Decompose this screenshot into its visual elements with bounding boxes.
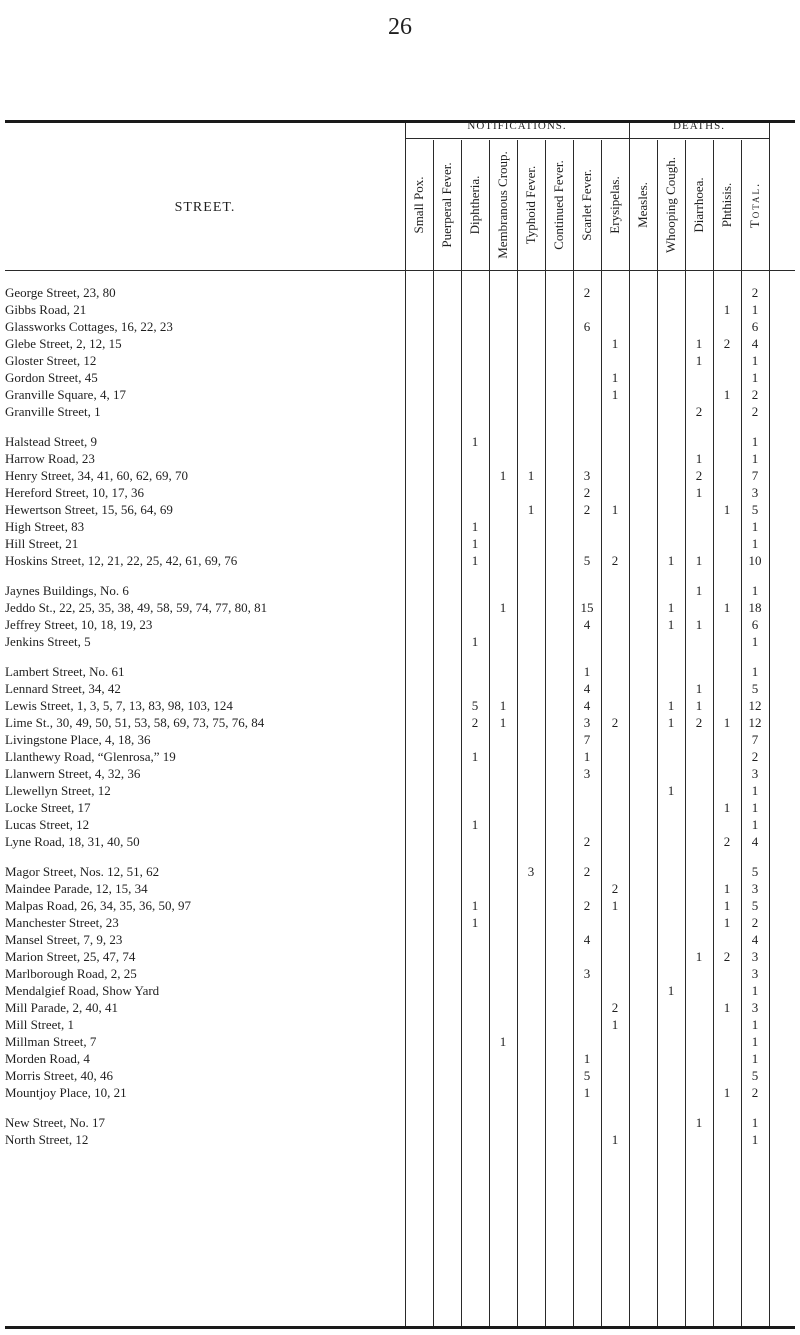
cell-scarlet-fever: 7 xyxy=(583,732,591,747)
column-header-measles xyxy=(629,140,657,270)
cell-scarlet-fever: 3 xyxy=(583,468,591,483)
cell-scarlet-fever: 4 xyxy=(583,681,591,696)
cell-total: 2 xyxy=(751,1085,759,1100)
cell-total: 7 xyxy=(751,468,759,483)
table-row xyxy=(5,715,795,732)
street-name: Mansel Street, 7, 9, 23 xyxy=(5,932,123,947)
cell-total: 1 xyxy=(751,634,759,649)
table-row xyxy=(5,451,795,468)
table-row xyxy=(5,634,795,651)
column-header-total xyxy=(741,140,769,270)
column-header-continued-fever xyxy=(545,140,573,270)
header-rule xyxy=(5,270,795,271)
cell-diphtheria: 1 xyxy=(471,634,479,649)
table-row xyxy=(5,698,795,715)
cell-scarlet-fever: 6 xyxy=(583,319,591,334)
street-name: High Street, 83 xyxy=(5,519,85,534)
cell-total: 1 xyxy=(751,1132,759,1147)
cell-phthisis: 2 xyxy=(723,949,731,964)
street-name: Hewertson Street, 15, 56, 64, 69 xyxy=(5,502,173,517)
table-row xyxy=(5,319,795,336)
cell-scarlet-fever: 2 xyxy=(583,864,591,879)
cell-erysipelas: 1 xyxy=(611,898,619,913)
table-row xyxy=(5,553,795,570)
cell-total: 1 xyxy=(751,302,759,317)
cell-total: 5 xyxy=(751,502,759,517)
cell-scarlet-fever: 4 xyxy=(583,932,591,947)
cell-total: 1 xyxy=(751,983,759,998)
cell-scarlet-fever: 15 xyxy=(580,600,594,615)
group-underline xyxy=(405,138,769,139)
cell-scarlet-fever: 5 xyxy=(583,553,591,568)
street-name: Morris Street, 40, 46 xyxy=(5,1068,113,1083)
street-name: Mill Street, 1 xyxy=(5,1017,74,1032)
cell-scarlet-fever: 1 xyxy=(583,664,591,679)
cell-total: 5 xyxy=(751,898,759,913)
street-name: Livingstone Place, 4, 18, 36 xyxy=(5,732,151,747)
cell-total: 3 xyxy=(751,966,759,981)
table-row xyxy=(5,336,795,353)
table-row xyxy=(5,1017,795,1034)
cell-scarlet-fever: 2 xyxy=(583,285,591,300)
cell-scarlet-fever: 1 xyxy=(583,1085,591,1100)
column-header-label: Membranous Croup. xyxy=(495,151,510,259)
cell-total: 2 xyxy=(751,749,759,764)
cell-total: 4 xyxy=(751,932,759,947)
cell-whooping-cough: 1 xyxy=(667,698,675,713)
cell-total: 4 xyxy=(751,336,759,351)
cell-scarlet-fever: 4 xyxy=(583,698,591,713)
cell-erysipelas: 1 xyxy=(611,370,619,385)
street-name: Jeddo St., 22, 25, 35, 38, 49, 58, 59, 74, 77, 80, 81 xyxy=(5,600,268,615)
cell-total: 3 xyxy=(751,881,759,896)
table-row xyxy=(5,1034,795,1051)
cell-diarrhoea: 1 xyxy=(695,949,703,964)
cell-diarrhoea: 1 xyxy=(695,353,703,368)
cell-phthisis: 1 xyxy=(723,915,731,930)
column-header-label: Puerperal Fever. xyxy=(439,162,454,248)
cell-phthisis: 1 xyxy=(723,1085,731,1100)
cell-diarrhoea: 1 xyxy=(695,336,703,351)
street-name: Marion Street, 25, 47, 74 xyxy=(5,949,136,964)
street-name: Marlborough Road, 2, 25 xyxy=(5,966,137,981)
cell-total: 2 xyxy=(751,387,759,402)
cell-total: 1 xyxy=(751,370,759,385)
cell-erysipelas: 1 xyxy=(611,502,619,517)
table-row xyxy=(5,681,795,698)
cell-scarlet-fever: 1 xyxy=(583,1051,591,1066)
column-header-label: Phthisis. xyxy=(719,182,734,228)
cell-phthisis: 1 xyxy=(723,600,731,615)
street-name: Jaynes Buildings, No. 6 xyxy=(5,583,129,598)
notifications-group-header: NOTIFICATIONS. xyxy=(467,120,567,132)
table-row xyxy=(5,932,795,949)
table-row xyxy=(5,536,795,553)
column-header-label: Measles. xyxy=(635,182,650,228)
deaths-group-header: DEATHS. xyxy=(673,120,725,132)
cell-phthisis: 1 xyxy=(723,800,731,815)
cell-total: 1 xyxy=(751,451,759,466)
street-name: Hoskins Street, 12, 21, 22, 25, 42, 61, 69, 76 xyxy=(5,553,238,568)
table-row xyxy=(5,881,795,898)
cell-diarrhoea: 1 xyxy=(695,681,703,696)
cell-phthisis: 1 xyxy=(723,387,731,402)
street-name: Jenkins Street, 5 xyxy=(5,634,91,649)
street-name: Lucas Street, 12 xyxy=(5,817,90,832)
street-name: Granville Square, 4, 17 xyxy=(5,387,126,402)
street-name: Halstead Street, 9 xyxy=(5,434,98,449)
table-row xyxy=(5,864,795,881)
street-name: Malpas Road, 26, 34, 35, 36, 50, 97 xyxy=(5,898,191,913)
street-name: Granville Street, 1 xyxy=(5,404,101,419)
cell-diarrhoea: 1 xyxy=(695,698,703,713)
column-header-diarrhoea xyxy=(685,140,713,270)
cell-total: 1 xyxy=(751,800,759,815)
table-row xyxy=(5,949,795,966)
street-name: Glassworks Cottages, 16, 22, 23 xyxy=(5,319,173,334)
cell-diphtheria: 1 xyxy=(471,749,479,764)
cell-total: 1 xyxy=(751,434,759,449)
cell-phthisis: 1 xyxy=(723,715,731,730)
cell-erysipelas: 2 xyxy=(611,553,619,568)
street-name: Morden Road, 4 xyxy=(5,1051,90,1066)
table-row xyxy=(5,285,795,302)
cell-diphtheria: 2 xyxy=(471,715,479,730)
table-row xyxy=(5,800,795,817)
table-row xyxy=(5,1085,795,1102)
street-name: Llewellyn Street, 12 xyxy=(5,783,111,798)
table-row xyxy=(5,353,795,370)
table-row xyxy=(5,966,795,983)
street-name: Lewis Street, 1, 3, 5, 7, 13, 83, 98, 103, 124 xyxy=(5,698,233,713)
cell-erysipelas: 2 xyxy=(611,715,619,730)
cell-phthisis: 1 xyxy=(723,898,731,913)
cell-scarlet-fever: 2 xyxy=(583,834,591,849)
cell-diarrhoea: 1 xyxy=(695,583,703,598)
cell-membranous-croup: 1 xyxy=(499,600,507,615)
table-row xyxy=(5,370,795,387)
table-row xyxy=(5,664,795,681)
cell-phthisis: 1 xyxy=(723,1000,731,1015)
table-row xyxy=(5,485,795,502)
cell-total: 1 xyxy=(751,1034,759,1049)
cell-total: 1 xyxy=(751,519,759,534)
cell-typhoid-fever: 3 xyxy=(527,864,535,879)
cell-diphtheria: 1 xyxy=(471,553,479,568)
cell-diarrhoea: 1 xyxy=(695,617,703,632)
cell-erysipelas: 1 xyxy=(611,387,619,402)
cell-total: 1 xyxy=(751,583,759,598)
cell-total: 18 xyxy=(748,600,762,615)
column-header-label: Typhoid Fever. xyxy=(523,165,538,245)
table-row xyxy=(5,583,795,600)
cell-erysipelas: 2 xyxy=(611,1000,619,1015)
column-header-label: Diphtheria. xyxy=(467,175,482,235)
street-name: Magor Street, Nos. 12, 51, 62 xyxy=(5,864,160,879)
cell-typhoid-fever: 1 xyxy=(527,468,535,483)
column-header-membranous-croup xyxy=(489,140,517,270)
cell-total: 5 xyxy=(751,681,759,696)
cell-diphtheria: 1 xyxy=(471,434,479,449)
street-disease-table xyxy=(5,120,795,1335)
cell-scarlet-fever: 2 xyxy=(583,502,591,517)
cell-total: 3 xyxy=(751,485,759,500)
cell-total: 1 xyxy=(751,536,759,551)
table-row xyxy=(5,519,795,536)
cell-diphtheria: 5 xyxy=(471,698,479,713)
street-name: Harrow Road, 23 xyxy=(5,451,95,466)
cell-total: 12 xyxy=(748,698,762,713)
table-row xyxy=(5,983,795,1000)
cell-diphtheria: 1 xyxy=(471,915,479,930)
cell-whooping-cough: 1 xyxy=(667,783,675,798)
street-name: Manchester Street, 23 xyxy=(5,915,119,930)
cell-total: 2 xyxy=(751,915,759,930)
table-row xyxy=(5,434,795,451)
table-row xyxy=(5,502,795,519)
table-row xyxy=(5,404,795,421)
column-header-label: Small Pox. xyxy=(411,176,426,234)
column-header-erysipelas xyxy=(601,140,629,270)
street-name: Llanthewy Road, “Glenrosa,” 19 xyxy=(5,749,176,764)
street-name: North Street, 12 xyxy=(5,1132,89,1147)
cell-total: 1 xyxy=(751,1115,759,1130)
table-row xyxy=(5,600,795,617)
cell-whooping-cough: 1 xyxy=(667,617,675,632)
cell-membranous-croup: 1 xyxy=(499,1034,507,1049)
cell-erysipelas: 1 xyxy=(611,1017,619,1032)
cell-total: 6 xyxy=(751,617,759,632)
cell-membranous-croup: 1 xyxy=(499,468,507,483)
column-header-diphtheria xyxy=(461,140,489,270)
cell-diphtheria: 1 xyxy=(471,898,479,913)
cell-diarrhoea: 2 xyxy=(695,468,703,483)
table-row xyxy=(5,732,795,749)
table-row xyxy=(5,1115,795,1132)
table-row xyxy=(5,783,795,800)
bottom-rule xyxy=(5,1326,795,1329)
column-header-puerperal-fever xyxy=(433,140,461,270)
cell-diarrhoea: 1 xyxy=(695,485,703,500)
page-number: 26 xyxy=(388,14,412,40)
cell-erysipelas: 1 xyxy=(611,1132,619,1147)
cell-scarlet-fever: 3 xyxy=(583,766,591,781)
street-name: George Street, 23, 80 xyxy=(5,285,116,300)
cell-diphtheria: 1 xyxy=(471,536,479,551)
street-name: Locke Street, 17 xyxy=(5,800,91,815)
table-row xyxy=(5,1000,795,1017)
cell-diphtheria: 1 xyxy=(471,519,479,534)
column-header-whooping-cough xyxy=(657,140,685,270)
street-name: Millman Street, 7 xyxy=(5,1034,97,1049)
cell-scarlet-fever: 3 xyxy=(583,966,591,981)
cell-total: 5 xyxy=(751,1068,759,1083)
cell-scarlet-fever: 4 xyxy=(583,617,591,632)
cell-phthisis: 2 xyxy=(723,834,731,849)
cell-total: 4 xyxy=(751,834,759,849)
table-row xyxy=(5,898,795,915)
cell-scarlet-fever: 1 xyxy=(583,749,591,764)
column-header-scarlet-fever xyxy=(573,140,601,270)
table-row xyxy=(5,617,795,634)
street-name: Lyne Road, 18, 31, 40, 50 xyxy=(5,834,140,849)
table-row xyxy=(5,749,795,766)
cell-phthisis: 1 xyxy=(723,302,731,317)
column-header-label: Total. xyxy=(747,181,762,229)
street-name: New Street, No. 17 xyxy=(5,1115,106,1130)
cell-total: 6 xyxy=(751,319,759,334)
cell-total: 1 xyxy=(751,783,759,798)
table-row xyxy=(5,1068,795,1085)
cell-total: 10 xyxy=(748,553,762,568)
cell-whooping-cough: 1 xyxy=(667,600,675,615)
cell-diarrhoea: 2 xyxy=(695,404,703,419)
street-name: Henry Street, 34, 41, 60, 62, 69, 70 xyxy=(5,468,189,483)
cell-total: 3 xyxy=(751,766,759,781)
cell-phthisis: 1 xyxy=(723,502,731,517)
cell-total: 12 xyxy=(748,715,762,730)
cell-total: 2 xyxy=(751,285,759,300)
table-row xyxy=(5,1051,795,1068)
column-header-typhoid-fever xyxy=(517,140,545,270)
column-header-label: Diarrhoea. xyxy=(691,177,706,233)
column-header-label: Whooping Cough. xyxy=(663,156,678,254)
cell-phthisis: 1 xyxy=(723,881,731,896)
street-name: Mill Parade, 2, 40, 41 xyxy=(5,1000,119,1015)
street-name: Hill Street, 21 xyxy=(5,536,79,551)
cell-erysipelas: 1 xyxy=(611,336,619,351)
table-row xyxy=(5,468,795,485)
cell-diarrhoea: 1 xyxy=(695,451,703,466)
cell-total: 5 xyxy=(751,864,759,879)
cell-diarrhoea: 1 xyxy=(695,553,703,568)
street-name: Mountjoy Place, 10, 21 xyxy=(5,1085,127,1100)
street-name: Glebe Street, 2, 12, 15 xyxy=(5,336,122,351)
cell-whooping-cough: 1 xyxy=(667,983,675,998)
street-name: Lambert Street, No. 61 xyxy=(5,664,125,679)
column-header-phthisis xyxy=(713,140,741,270)
cell-scarlet-fever: 5 xyxy=(583,1068,591,1083)
table-row xyxy=(5,1132,795,1149)
street-name: Llanwern Street, 4, 32, 36 xyxy=(5,766,141,781)
cell-membranous-croup: 1 xyxy=(499,698,507,713)
street-name: Jeffrey Street, 10, 18, 19, 23 xyxy=(5,617,153,632)
cell-total: 3 xyxy=(751,1000,759,1015)
cell-total: 1 xyxy=(751,353,759,368)
column-header-label: Continued Fever. xyxy=(551,160,566,250)
cell-scarlet-fever: 2 xyxy=(583,898,591,913)
table-row xyxy=(5,387,795,404)
cell-whooping-cough: 1 xyxy=(667,715,675,730)
cell-membranous-croup: 1 xyxy=(499,715,507,730)
cell-diarrhoea: 2 xyxy=(695,715,703,730)
cell-total: 1 xyxy=(751,817,759,832)
cell-phthisis: 2 xyxy=(723,336,731,351)
column-header-small-pox xyxy=(405,140,433,270)
street-column-header: STREET. xyxy=(174,200,236,215)
cell-scarlet-fever: 3 xyxy=(583,715,591,730)
cell-total: 1 xyxy=(751,1051,759,1066)
street-name: Gordon Street, 45 xyxy=(5,370,98,385)
street-name: Gibbs Road, 21 xyxy=(5,302,87,317)
cell-total: 3 xyxy=(751,949,759,964)
cell-diarrhoea: 1 xyxy=(695,1115,703,1130)
cell-diphtheria: 1 xyxy=(471,817,479,832)
cell-typhoid-fever: 1 xyxy=(527,502,535,517)
street-name: Hereford Street, 10, 17, 36 xyxy=(5,485,144,500)
cell-total: 7 xyxy=(751,732,759,747)
street-name: Lennard Street, 34, 42 xyxy=(5,681,121,696)
column-header-label: Erysipelas. xyxy=(607,176,622,234)
table-row xyxy=(5,302,795,319)
street-name: Gloster Street, 12 xyxy=(5,353,97,368)
table-row xyxy=(5,766,795,783)
table-row xyxy=(5,834,795,851)
table-row xyxy=(5,915,795,932)
cell-total: 1 xyxy=(751,1017,759,1032)
cell-total: 1 xyxy=(751,664,759,679)
street-name: Maindee Parade, 12, 15, 34 xyxy=(5,881,148,896)
column-header-label: Scarlet Fever. xyxy=(579,169,594,241)
cell-whooping-cough: 1 xyxy=(667,553,675,568)
cell-total: 2 xyxy=(751,404,759,419)
street-name: Mendalgief Road, Show Yard xyxy=(5,983,160,998)
cell-erysipelas: 2 xyxy=(611,881,619,896)
street-name: Lime St., 30, 49, 50, 51, 53, 58, 69, 73, 75, 76, 84 xyxy=(5,715,265,730)
table-row xyxy=(5,817,795,834)
cell-scarlet-fever: 2 xyxy=(583,485,591,500)
